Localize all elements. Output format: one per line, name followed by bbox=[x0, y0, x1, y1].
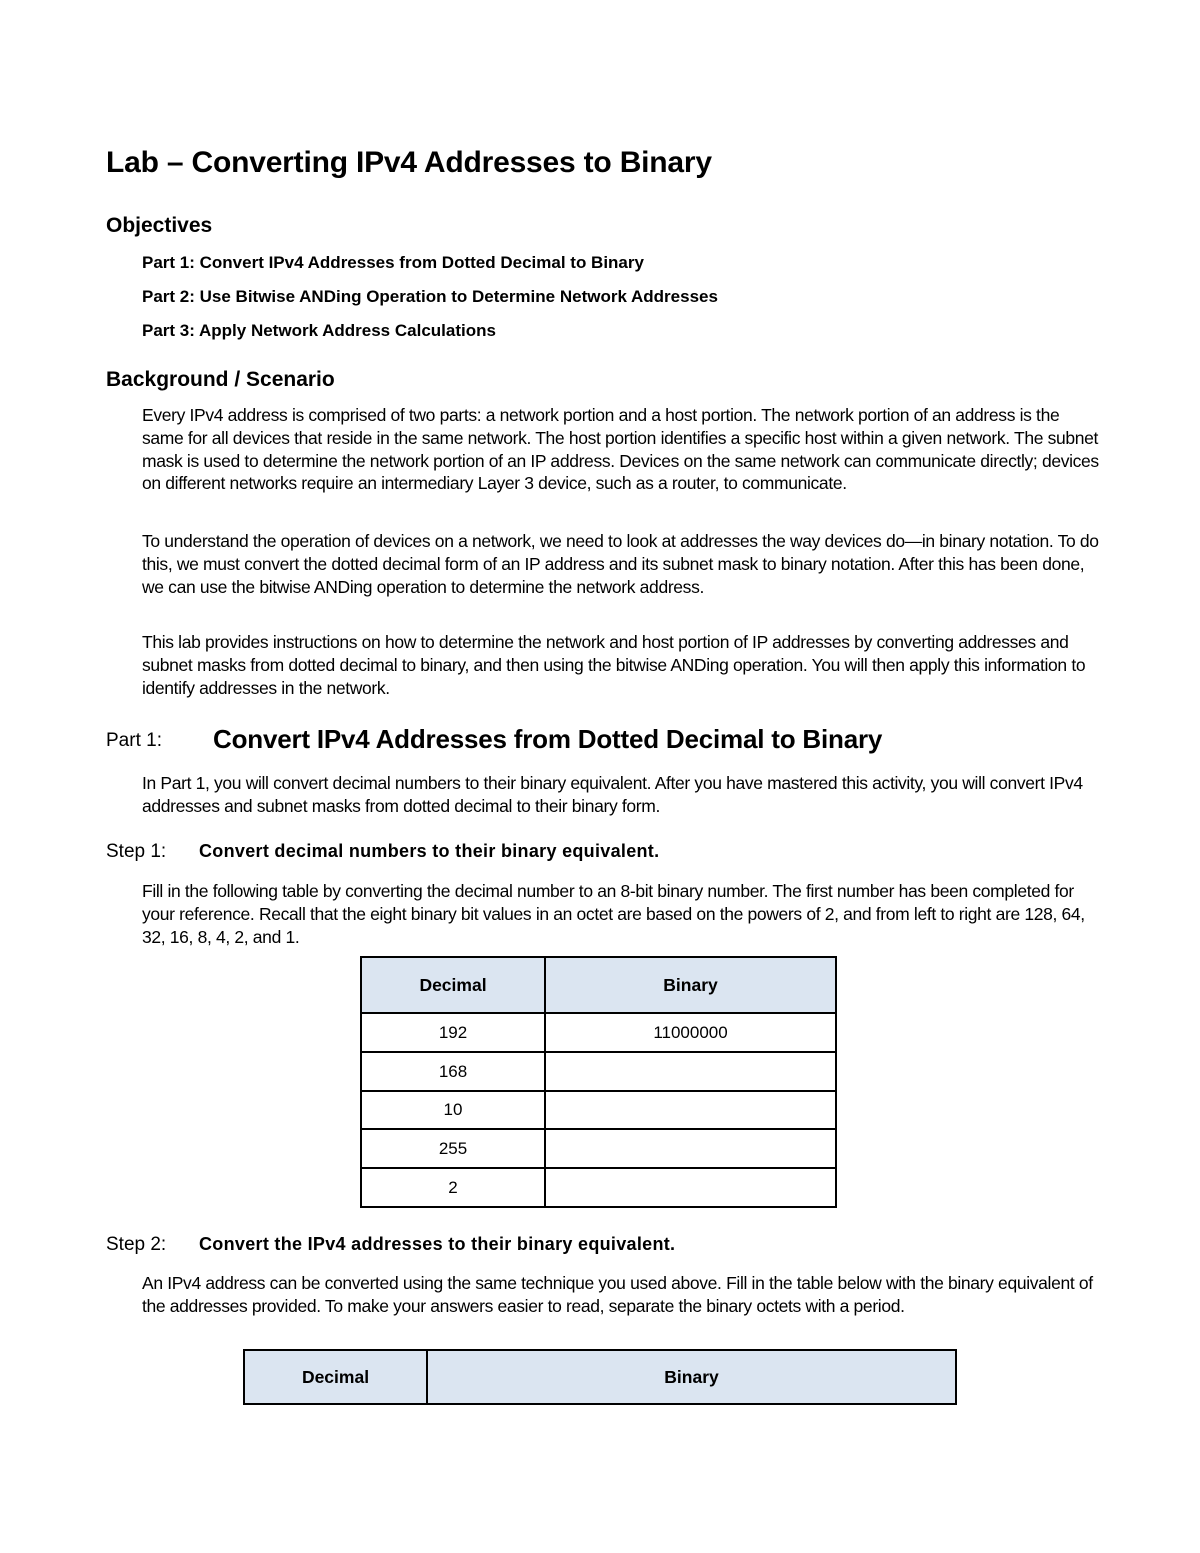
binary-cell[interactable] bbox=[545, 1129, 836, 1168]
step1-text: Fill in the following table by converting the decimal number to an 8-bit binary number. The first number has been completed for your reference. Recall that the eight binary bit values in an octet are based on the powers of 2, and from left to right are 128, 64, 32, 16, 8, 4, 2, and 1. bbox=[142, 881, 1085, 947]
step2-title: Convert the IPv4 addresses to their binary equivalent. bbox=[199, 1234, 676, 1254]
background-heading: Background / Scenario bbox=[106, 368, 335, 391]
part1-intro: In Part 1, you will convert decimal numbers to their binary equivalent. After you have mastered this activity, you will convert IPv4 addresses and subnet masks from dotted decimal to their binary form. bbox=[142, 773, 1083, 816]
table-header-binary: Binary bbox=[545, 957, 836, 1013]
ipv4-binary-table bbox=[243, 1349, 957, 1405]
table-header-binary: Binary bbox=[427, 1350, 956, 1404]
step2-text: An IPv4 address can be converted using the same technique you used above. Fill in the table below with the binary equivalent of the addresses provided. To make your answers easier to read, separate the binary octets with a period. bbox=[142, 1273, 1093, 1316]
table-row bbox=[361, 1168, 836, 1207]
decimal-cell: 255 bbox=[361, 1129, 545, 1168]
table-row bbox=[361, 1129, 836, 1168]
decimal-cell: 10 bbox=[361, 1091, 545, 1129]
table-row bbox=[361, 1013, 836, 1052]
objectives-heading: Objectives bbox=[106, 214, 213, 237]
step2-label: Step 2: bbox=[106, 1234, 167, 1255]
binary-cell[interactable] bbox=[545, 1168, 836, 1207]
binary-cell[interactable]: 11000000 bbox=[545, 1013, 836, 1052]
table-header-decimal: Decimal bbox=[244, 1350, 427, 1404]
decimal-binary-table bbox=[360, 956, 837, 1208]
background-paragraph-2: To understand the operation of devices on a network, we need to look at addresses the way devices do—in binary notation. To do this, we must convert the dotted decimal form of an IP address and its subnet mask to binary notation. After this has been done, we can use the bitwise ANDing operation to determine the network address. bbox=[142, 531, 1099, 597]
background-paragraph-1: Every IPv4 address is comprised of two parts: a network portion and a host portion. The network portion of an address is the same for all devices that reside in the same network. The host portion identifies a specific host within a given network. The subnet mask is used to determine the network portion of an IP address. Devices on the same network can communicate directly; devices on different networks require an intermediary Layer 3 device, such as a router, to communicate. bbox=[142, 405, 1099, 494]
part1-label: Part 1: bbox=[106, 730, 162, 751]
table-row bbox=[361, 1091, 836, 1129]
background-paragraph-3: This lab provides instructions on how to determine the network and host portion of IP addresses by converting addresses and subnet masks from dotted decimal to binary, and then using the bitwise ANDing operation. You will then apply this information to identify addresses in the network. bbox=[142, 632, 1086, 698]
objective-item-3: Part 3: Apply Network Address Calculations bbox=[142, 321, 496, 340]
page-title: Lab – Converting IPv4 Addresses to Binary bbox=[106, 146, 712, 179]
decimal-cell: 168 bbox=[361, 1052, 545, 1091]
table-row bbox=[361, 1052, 836, 1091]
objective-item-1: Part 1: Convert IPv4 Addresses from Dotted Decimal to Binary bbox=[142, 253, 644, 272]
step1-title: Convert decimal numbers to their binary equivalent. bbox=[199, 841, 660, 861]
binary-cell[interactable] bbox=[545, 1091, 836, 1129]
objective-item-2: Part 2: Use Bitwise ANDing Operation to Determine Network Addresses bbox=[142, 287, 718, 306]
part1-title: Convert IPv4 Addresses from Dotted Decimal to Binary bbox=[213, 724, 883, 754]
table-header-decimal: Decimal bbox=[361, 957, 545, 1013]
step1-label: Step 1: bbox=[106, 841, 167, 862]
decimal-cell: 2 bbox=[361, 1168, 545, 1207]
binary-cell[interactable] bbox=[545, 1052, 836, 1091]
decimal-cell: 192 bbox=[361, 1013, 545, 1052]
